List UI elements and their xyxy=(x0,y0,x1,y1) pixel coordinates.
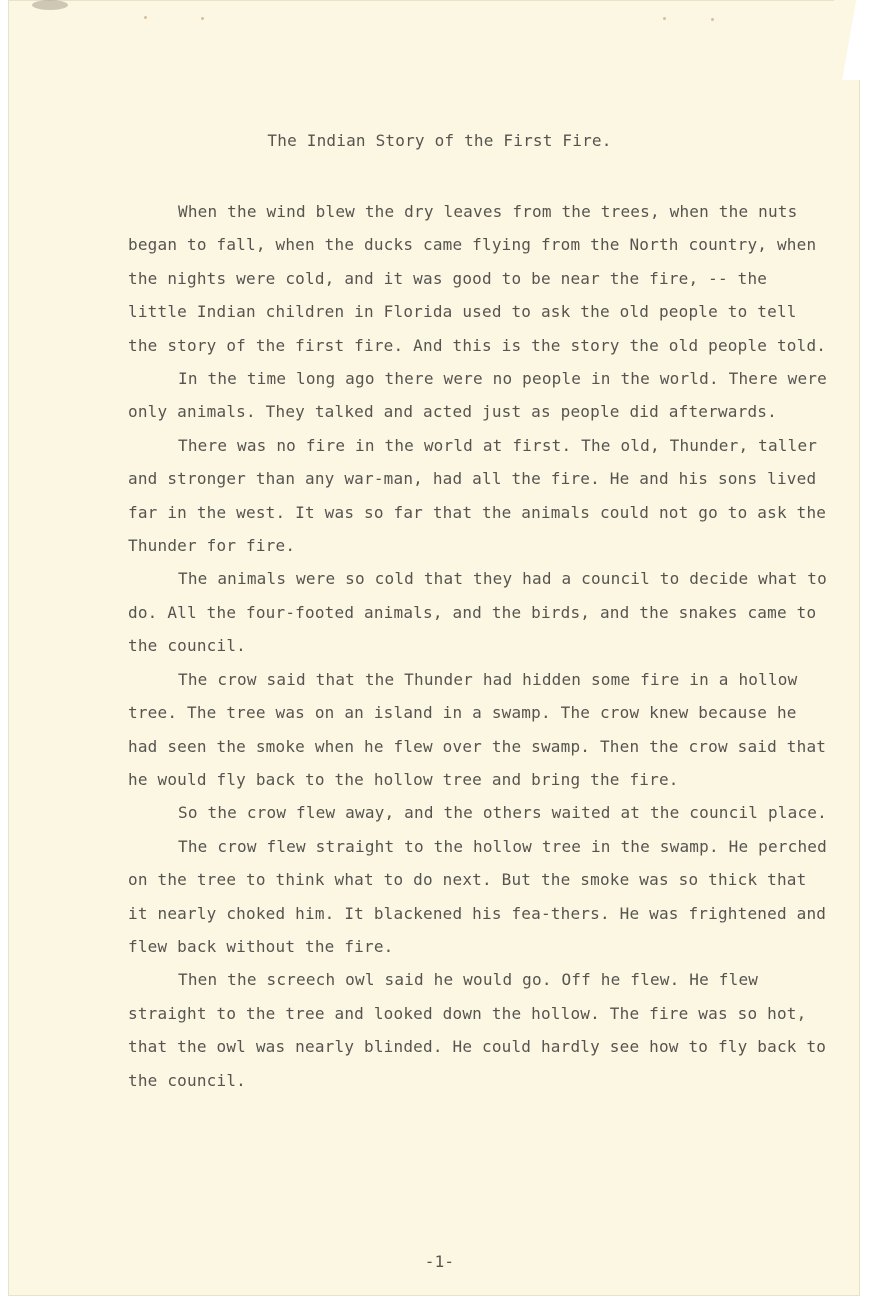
ink-smudge xyxy=(32,0,68,10)
paper-speck xyxy=(201,17,204,20)
document-title: The Indian Story of the First Fire. xyxy=(267,131,612,150)
paragraph: So the crow flew away, and the others waited at the council place. xyxy=(178,803,827,823)
paragraph: The crow said that the Thunder had hidden some fire in a hollow tree. The tree was on an island in a swamp. The crow knew because he had seen the smoke when he flew over the swamp. Then the crow said that he would fly back to the hollow tree and bring the fire. xyxy=(128,669,827,789)
page-number: -1- xyxy=(424,1252,455,1271)
paragraph: The animals were so cold that they had a council to decide what to do. All the four-footed animals, and the birds, and the snakes came to the council. xyxy=(128,569,827,656)
document-body xyxy=(128,195,828,1097)
paragraph: When the wind blew the dry leaves from the trees, when the nuts began to fall, when the ducks came flying from the North country, when the nights were cold, and it was good to be near the fire, -- the little Indian children in Florida used to ask the old people to tell the story of the first fire. And this is the story the old people told. xyxy=(128,202,827,355)
paragraph: The crow flew straight to the hollow tree in the swamp. He perched on the tree to think what to do next. But the smoke was so thick that it nearly choked him. It blackened his fea-thers. He was frightened and flew back without the fire. xyxy=(128,836,827,956)
paragraph: Then the screech owl said he would go. Off he flew. He flew straight to the tree and looked down the hollow. The fire was so hot, that the owl was nearly blinded. He could hardly see how to fly back to the council. xyxy=(128,970,827,1090)
paper-speck xyxy=(144,16,147,19)
paragraph: In the time long ago there were no people in the world. There were only animals. They talked and acted just as people did afterwards. xyxy=(128,369,827,422)
paper-speck xyxy=(711,18,714,21)
paper-speck xyxy=(663,17,666,20)
paragraph: There was no fire in the world at first. The old, Thunder, taller and stronger than any war-man, had all the fire. He and his sons lived far in the west. It was so far that the animals could not go to ask the Thunder for fire. xyxy=(128,435,827,556)
